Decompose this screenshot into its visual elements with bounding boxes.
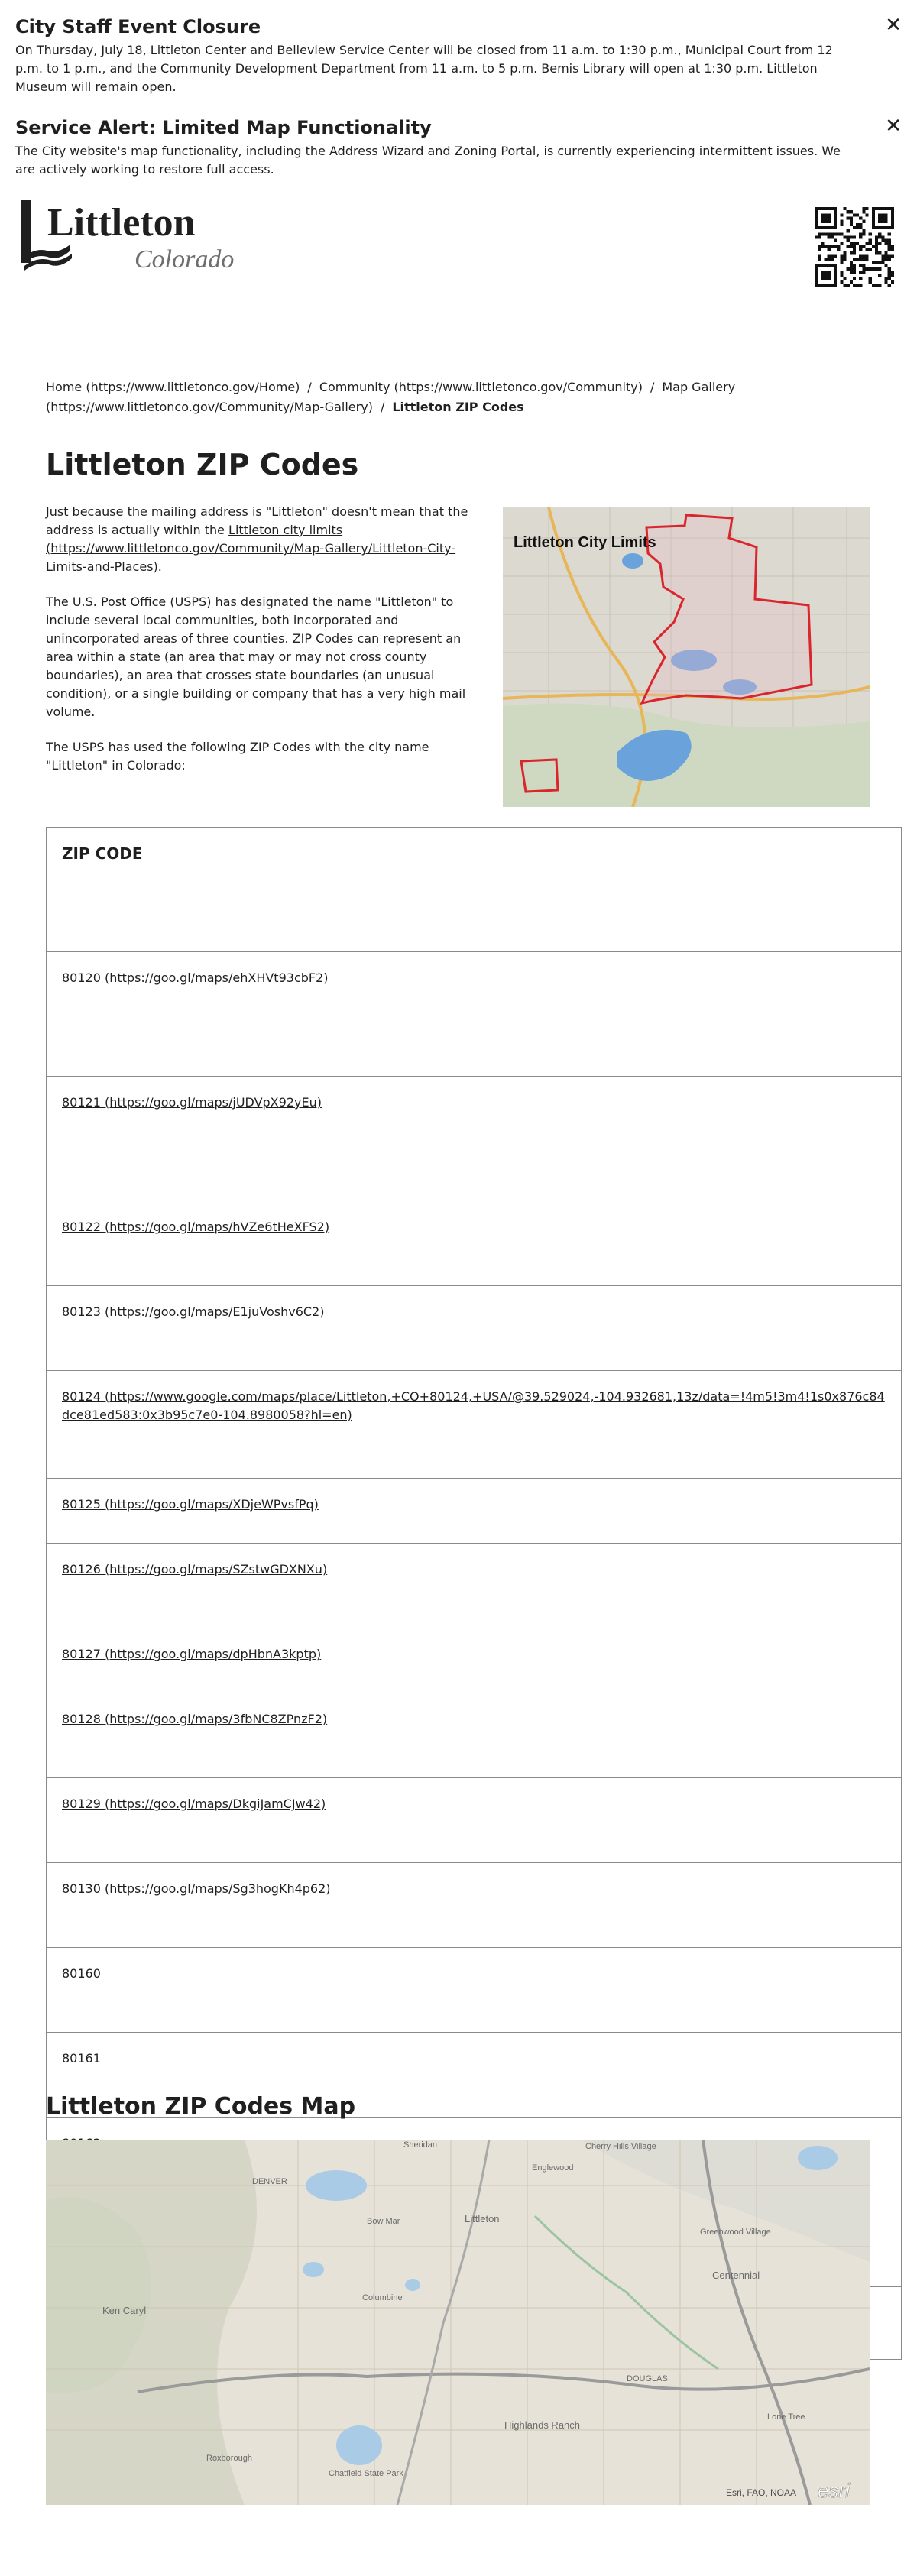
zip-code-cell	[47, 1479, 902, 1544]
city-limits-map-label: Littleton City Limits	[514, 534, 656, 551]
alert-banner-service	[0, 116, 917, 179]
intro-paragraph-1	[46, 503, 474, 576]
zip-code-link[interactable]: 80127 (https://goo.gl/maps/dpHbnA3kptp)	[62, 1647, 322, 1661]
map-label-littleton: Littleton	[465, 2213, 500, 2224]
zip-code-link[interactable]: 80124 (https://www.google.com/maps/place/Littleton,+CO+80124,+USA/@39.529024,-104.932681,13z/data=!4m5!3m4!1s0x876c84dce81ed583:0x3b95c7e0-104.8980058?hl=en)	[62, 1389, 885, 1422]
close-icon[interactable]: ✕	[885, 115, 902, 138]
table-row	[47, 1371, 902, 1479]
zip-map-heading: Littleton ZIP Codes Map	[46, 2093, 356, 2120]
zip-code-link[interactable]: 80123 (https://goo.gl/maps/E1juVoshv6C2)	[62, 1304, 325, 1319]
page-title: Littleton ZIP Codes	[46, 448, 359, 481]
breadcrumb-community[interactable]: Community (https://www.littletonco.gov/Community)	[319, 380, 643, 394]
table-row	[47, 1479, 902, 1544]
intro-text	[46, 503, 474, 792]
table-row	[47, 1201, 902, 1286]
zip-code-link[interactable]: 80122 (https://goo.gl/maps/hVZe6tHeXFS2)	[62, 1220, 330, 1234]
table-row	[47, 1286, 902, 1371]
zip-code-link[interactable]: 80128 (https://goo.gl/maps/3fbNC8ZPnzF2)	[62, 1712, 328, 1726]
alert-body: On Thursday, July 18, Littleton Center and Belleview Service Center will be closed from 11 a.m. to 1:30 p.m., Municipal Court from 12 p.m. to 1 p.m., and the Community Development Department from 11 a.m. to 5 p.m. Bemis Library will open at 1:30 p.m. Littleton Museum will remain open.	[15, 43, 833, 94]
zip-code-link[interactable]: 80126 (https://goo.gl/maps/SZstwGDXNXu)	[62, 1562, 328, 1576]
zip-code-value: 80161	[62, 2051, 101, 2066]
zip-code-cell	[47, 1201, 902, 1286]
zip-code-cell	[47, 1371, 902, 1479]
intro-text-fragment: Just because the mailing address is "Littleton" doesn't mean that the address is actually within the	[46, 504, 468, 537]
breadcrumb	[46, 377, 841, 417]
table-row	[47, 1077, 902, 1201]
table-row	[47, 1948, 902, 2033]
logo-subword: Colorado	[134, 245, 235, 274]
zip-code-table	[46, 827, 902, 2360]
table-row	[47, 1778, 902, 1863]
zip-code-cell	[47, 1628, 902, 1693]
zip-code-link[interactable]: 80129 (https://goo.gl/maps/DkgiJamCJw42)	[62, 1797, 326, 1811]
zip-codes-map[interactable]	[46, 2140, 870, 2505]
breadcrumb-separator: /	[380, 400, 385, 414]
alert-banner-closure	[0, 15, 917, 96]
intro-text-fragment: .	[157, 559, 162, 574]
intro-paragraph-3: The USPS has used the following ZIP Codes with the city name "Littleton" in Colorado:	[46, 740, 429, 773]
zip-code-cell	[47, 1863, 902, 1948]
city-limits-map-image	[503, 507, 870, 807]
map-label-greenwood-village: Greenwood Village	[700, 2228, 771, 2237]
zip-code-cell	[47, 952, 902, 1077]
zip-code-column-header: ZIP CODE	[47, 828, 902, 952]
esri-logo: esri	[818, 2479, 850, 2502]
breadcrumb-separator: /	[650, 380, 655, 394]
map-label-columbine: Columbine	[362, 2293, 403, 2302]
breadcrumb-current: Littleton ZIP Codes	[392, 400, 524, 414]
table-row	[47, 1544, 902, 1628]
zip-code-link[interactable]: 80125 (https://goo.gl/maps/XDjeWPvsfPq)	[62, 1497, 319, 1512]
zip-code-cell	[47, 1544, 902, 1628]
map-label-sheridan: Sheridan	[403, 2140, 438, 2150]
map-label-denver: DENVER	[252, 2177, 287, 2186]
map-label-centennial: Centennial	[712, 2270, 760, 2281]
logo-wordmark: Littleton	[47, 201, 196, 245]
alert-title: Service Alert: Limited Map Functionality	[15, 117, 432, 138]
zip-code-link[interactable]: 80130 (https://goo.gl/maps/Sg3hogKh4p62)	[62, 1881, 331, 1896]
zip-code-link[interactable]: 80120 (https://goo.gl/maps/ehXHVt93cbF2)	[62, 970, 329, 985]
map-label-lone-tree: Lone Tree	[767, 2412, 805, 2422]
zip-code-value: 80160	[62, 1966, 101, 1981]
map-label-ken-caryl: Ken Caryl	[102, 2305, 147, 2316]
table-row	[47, 952, 902, 1077]
map-label-cherry-hills: Cherry Hills Village	[585, 2142, 656, 2151]
logo[interactable]	[21, 200, 243, 277]
breadcrumb-separator: /	[307, 380, 312, 394]
table-header-row	[47, 828, 902, 952]
alert-title: City Staff Event Closure	[15, 16, 261, 37]
breadcrumb-home[interactable]: Home (https://www.littletonco.gov/Home)	[46, 380, 300, 394]
close-icon[interactable]: ✕	[885, 14, 902, 37]
table-row	[47, 1693, 902, 1778]
zip-code-cell	[47, 1948, 902, 2033]
zip-code-link[interactable]: 80121 (https://goo.gl/maps/jUDVpX92yEu)	[62, 1095, 322, 1110]
city-limits-link[interactable]: Littleton city limits (https://www.littletonco.gov/Community/Map-Gallery/Littleton-City-Limits-and-Places)	[46, 523, 456, 574]
qr-code-icon	[815, 207, 894, 287]
map-attribution: Esri, FAO, NOAA	[726, 2487, 797, 2498]
zip-code-cell	[47, 1077, 902, 1201]
breadcrumb-map-gallery[interactable]: Map Gallery (https://www.littletonco.gov/Community/Map-Gallery)	[46, 380, 736, 414]
table-row	[47, 1863, 902, 1948]
map-label-bow-mar: Bow Mar	[367, 2217, 400, 2226]
map-label-douglas: DOUGLAS	[627, 2374, 668, 2383]
zip-code-cell	[47, 1286, 902, 1371]
map-label-englewood: Englewood	[532, 2163, 574, 2173]
intro-paragraph-2: The U.S. Post Office (USPS) has designated the name "Littleton" to include several local communities, both incorporated and unincorporated areas of three counties. ZIP Codes can represent an area within a state (an area that may or may not cross county boundaries), an area that crosses state boundaries (an unusual condition), or a single building or company that has a very high mail volume.	[46, 595, 466, 719]
zip-code-cell	[47, 1693, 902, 1778]
alert-body: The City website's map functionality, including the Address Wizard and Zoning Portal, is currently experiencing intermittent issues. We are actively working to restore full access.	[15, 144, 841, 177]
zip-code-cell	[47, 1778, 902, 1863]
map-label-highlands-ranch: Highlands Ranch	[504, 2419, 581, 2431]
table-row	[47, 1628, 902, 1693]
map-label-chatfield: Chatfield State Park	[329, 2469, 403, 2478]
map-label-roxborough: Roxborough	[206, 2454, 252, 2463]
